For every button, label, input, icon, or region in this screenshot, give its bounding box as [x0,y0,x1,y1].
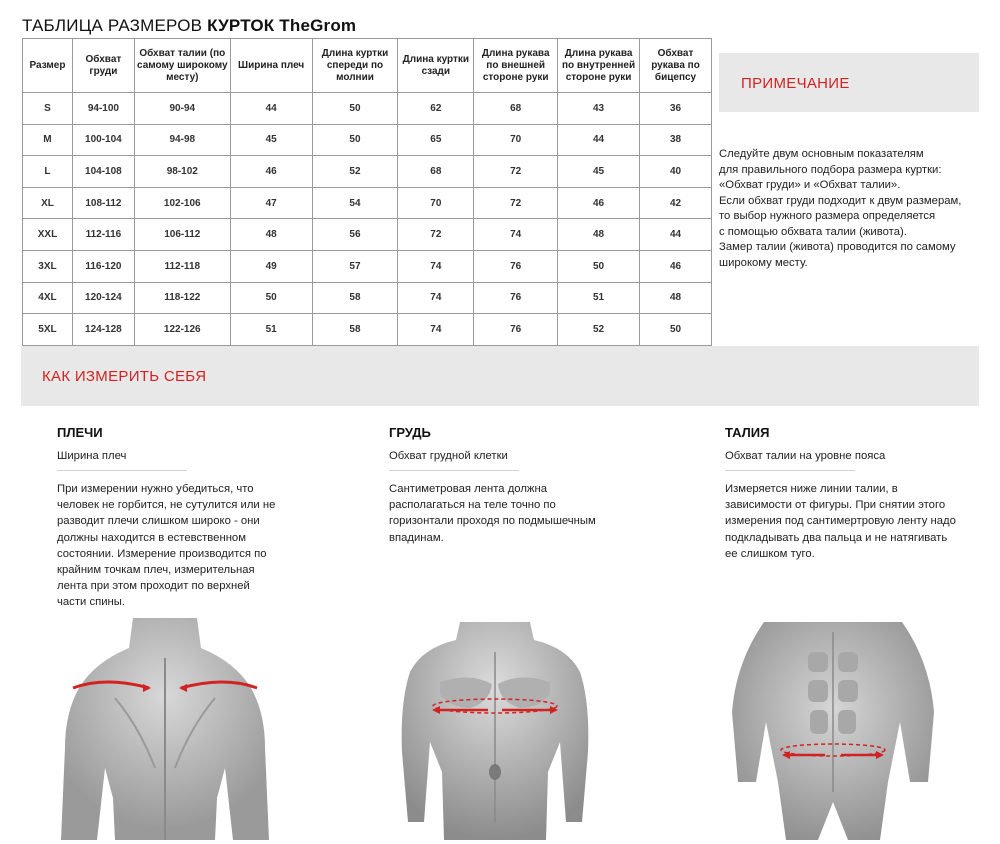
table-cell: 48 [640,282,712,314]
table-cell: 94-98 [134,124,230,156]
table-cell: 47 [230,187,312,219]
size-cell: M [23,124,73,156]
chest-heading: ГРУДЬ [389,425,431,440]
table-row [23,219,712,251]
table-cell: 45 [230,124,312,156]
table-cell: 74 [474,219,558,251]
table-cell: 72 [398,219,474,251]
table-cell: 44 [230,93,312,125]
table-cell: 90-94 [134,93,230,125]
table-cell: 40 [640,156,712,188]
table-cell: 76 [474,250,558,282]
table-header-row [23,39,712,93]
waist-figure-image [730,622,936,840]
chest-divider [389,470,519,471]
table-cell: 51 [558,282,640,314]
table-cell: 112-116 [72,219,134,251]
table-cell: 62 [398,93,474,125]
table-header-cell: Длина куртки сзади [398,39,474,93]
table-row [23,250,712,282]
shoulders-column [57,425,297,611]
shoulders-subtitle: Ширина плеч [57,450,127,462]
table-row [23,187,712,219]
table-header-cell: Ширина плеч [230,39,312,93]
table-cell: 118-122 [134,282,230,314]
note-panel [719,53,979,112]
table-cell: 70 [398,187,474,219]
table-cell: 74 [398,314,474,346]
howto-title: КАК ИЗМЕРИТЬ СЕБЯ [42,368,207,385]
table-cell: 116-120 [72,250,134,282]
table-cell: 106-112 [134,219,230,251]
table-row [23,124,712,156]
table-header-cell: Обхват талии (по самому широкому месту) [134,39,230,93]
table-cell: 45 [558,156,640,188]
table-cell: 94-100 [72,93,134,125]
size-cell: 3XL [23,250,73,282]
table-header-cell: Длина рукава по внешней стороне руки [474,39,558,93]
table-cell: 50 [640,314,712,346]
table-cell: 74 [398,250,474,282]
table-cell: 68 [398,156,474,188]
table-header-cell: Обхват рукава по бицепсу [640,39,712,93]
table-cell: 46 [558,187,640,219]
table-cell: 50 [312,93,398,125]
table-cell: 76 [474,314,558,346]
table-cell: 100-104 [72,124,134,156]
table-row [23,282,712,314]
howto-panel [21,346,979,406]
table-cell: 68 [474,93,558,125]
table-header-cell: Размер [23,39,73,93]
table-cell: 52 [558,314,640,346]
table-cell: 52 [312,156,398,188]
waist-column [725,425,985,562]
table-cell: 44 [640,219,712,251]
waist-description: Измеряется ниже линии талии, в зависимости от фигуры. При снятии этого измерения под сантимертровую ленту надо подкладывать два пальца и не натягивать ее слишком туго. [725,483,956,560]
table-cell: 112-118 [134,250,230,282]
title-prefix: ТАБЛИЦА РАЗМЕРОВ [22,16,208,35]
chest-description: Сантиметровая лента должна располагаться на теле точно по горизонтали проходя по подмышечным впадинам. [389,483,596,544]
table-cell: 36 [640,93,712,125]
table-cell: 56 [312,219,398,251]
title-bold: КУРТОК TheGrom [207,16,357,35]
size-cell: L [23,156,73,188]
table-row [23,93,712,125]
size-cell: 4XL [23,282,73,314]
note-paragraph: Следуйте двум основным показателям для правильного подбора размера куртки: «Обхват груди» и «Обхват талии». Если обхват груди подходит к двум размерам, то выбор нужного размера определяется с помощью обхвата талии (живота). Замер талии (живота) проводится по самому широкому месту. [719,148,962,269]
table-body [23,93,712,346]
table-cell: 58 [312,282,398,314]
table-cell: 42 [640,187,712,219]
table-cell: 98-102 [134,156,230,188]
size-cell: 5XL [23,314,73,346]
table-cell: 50 [558,250,640,282]
table-row [23,156,712,188]
table-cell: 70 [474,124,558,156]
table-cell: 43 [558,93,640,125]
table-header-cell: Длина куртки спереди по молнии [312,39,398,93]
chest-subtitle: Обхват грудной клетки [389,450,508,462]
table-cell: 48 [558,219,640,251]
table-cell: 108-112 [72,187,134,219]
table-cell: 46 [230,156,312,188]
table-cell: 72 [474,187,558,219]
table-header-cell: Обхват груди [72,39,134,93]
waist-heading: ТАЛИЯ [725,425,770,440]
table-cell: 65 [398,124,474,156]
table-cell: 38 [640,124,712,156]
table-cell: 50 [312,124,398,156]
table-cell: 57 [312,250,398,282]
back-figure-image [55,618,275,840]
shoulders-description: При измерении нужно убедиться, что человек не горбится, не сутулится или не разводит плечи слишком широко - они должны находится в естевственном состоянии. Измерение производится по крайним точкам плеч, измерительная лента при этом проходит по верхней части спины. [57,483,276,609]
table-header-cell: Длина рукава по внутренней стороне руки [558,39,640,93]
chest-figure-image [400,622,590,840]
table-cell: 54 [312,187,398,219]
table-cell: 46 [640,250,712,282]
shoulders-divider [57,470,187,471]
table-cell: 51 [230,314,312,346]
table-cell: 76 [474,282,558,314]
note-title: ПРИМЕЧАНИЕ [741,75,850,92]
table-cell: 102-106 [134,187,230,219]
waist-divider [725,470,855,471]
page-title [22,16,356,36]
shoulders-heading: ПЛЕЧИ [57,425,103,440]
table-cell: 58 [312,314,398,346]
table-cell: 74 [398,282,474,314]
size-table [22,38,712,346]
table-cell: 49 [230,250,312,282]
table-cell: 124-128 [72,314,134,346]
table-cell: 72 [474,156,558,188]
chest-column [389,425,629,546]
table-cell: 50 [230,282,312,314]
size-cell: XL [23,187,73,219]
table-cell: 48 [230,219,312,251]
table-cell: 104-108 [72,156,134,188]
size-cell: S [23,93,73,125]
waist-subtitle: Обхват талии на уровне пояса [725,450,886,462]
table-row [23,314,712,346]
note-text [719,147,989,271]
table-cell: 120-124 [72,282,134,314]
table-cell: 122-126 [134,314,230,346]
size-cell: XXL [23,219,73,251]
table-cell: 44 [558,124,640,156]
